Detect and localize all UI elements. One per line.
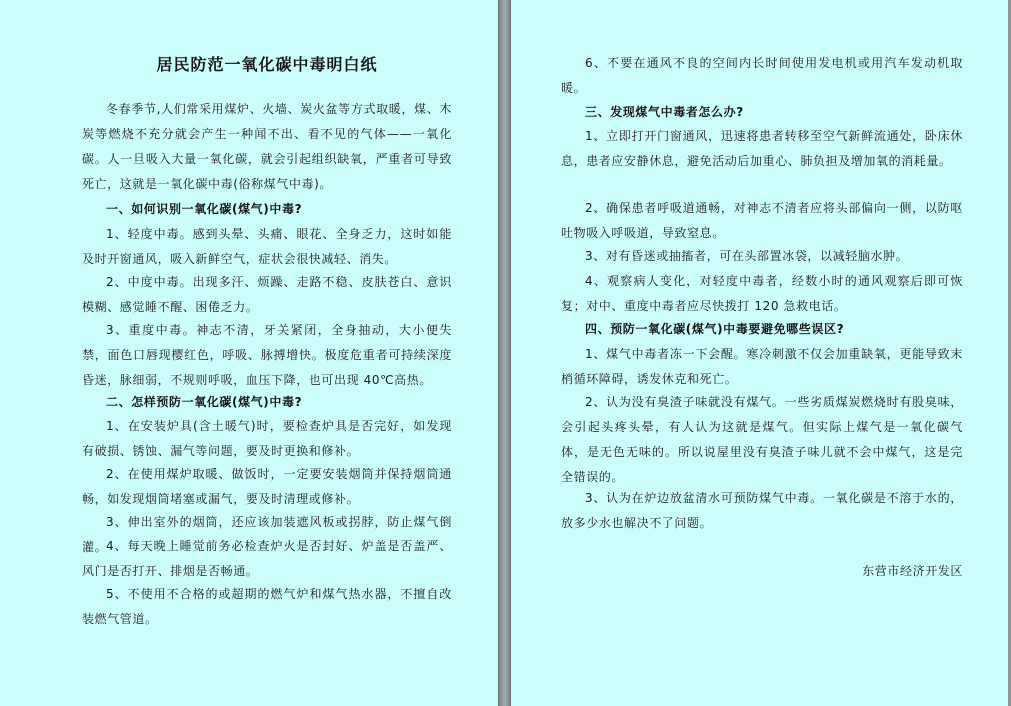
section-2-item-2: 2、在使用煤炉取暖、做饭时，一定要安装烟筒并保持烟筒通畅，如发现烟筒堵塞或漏气，要及时清理或修补。 <box>82 467 452 506</box>
page-separator <box>499 0 510 706</box>
section-3-item-1: 1、立即打开门窗通风，迅速将患者转移至空气新鲜流通处，卧床休息，患者应安静休息，避免活动后加重心、肺负担及增加氧的消耗量。 <box>561 129 963 168</box>
section-3-item-2: 2、确保患者呼吸道通畅，对神志不清者应将头部偏向一侧，以防呕吐物吸入呼吸道，导致窒息。 <box>561 201 963 240</box>
section-1-item-3: 3、重度中毒。神志不清，牙关紧闭，全身抽动，大小便失禁，面色口唇现樱红色，呼吸、脉搏增快。极度危重者可持续深度昏迷，脉细弱，不规则呼吸，血压下降，也可出现 40℃高热。 <box>82 323 452 387</box>
section-3-heading: 三、发现煤气中毒者怎么办? <box>585 105 744 119</box>
document-page-left <box>0 0 499 706</box>
section-4-item-1: 1、煤气中毒者冻一下会醒。寒冷刺激不仅会加重缺氧，更能导致末梢循环障碍，诱发休克和死亡。 <box>561 347 963 386</box>
section-2-item-3: 3、伸出室外的烟筒，还应该加装遮风板或拐脖，防止煤气倒灌。 <box>82 515 452 554</box>
section-1-heading: 一、如何识别一氧化碳(煤气)中毒? <box>106 202 303 216</box>
intro-paragraph: 冬春季节,人们常采用煤炉、火墙、炭火盆等方式取暖，煤、木炭等燃烧不充分就会产生一种闻不出、看不见的气体——一氧化碳。人一旦吸入大量一氧化碳，就会引起组织缺氧，严重者可导致死亡，这就是一氧化碳中毒(俗称煤气中毒)。 <box>82 102 452 191</box>
document-title: 居民防范一氧化碳中毒明白纸 <box>156 55 378 74</box>
section-1-item-2: 2、中度中毒。出现多汗、烦躁、走路不稳、皮肤苍白、意识模糊、感觉睡不醒、困倦乏力。 <box>82 275 452 314</box>
section-2-item-4: 4、每天晚上睡觉前务必检查炉火是否封好、炉盖是否盖严、风门是否打开、排烟是否畅通。 <box>82 539 452 578</box>
section-1-item-1: 1、轻度中毒。感到头晕、头痛、眼花、全身乏力，这时如能及时开窗通风，吸入新鲜空气，症状会很快减轻、消失。 <box>82 227 452 266</box>
section-4-item-3: 3、认为在炉边放盆清水可预防煤气中毒。一氧化碳是不溶于水的，放多少水也解决不了问题。 <box>561 491 963 530</box>
section-2-item-1: 1、在安装炉具(含土暖气)时，要检查炉具是否完好，如发现有破损、锈蚀、漏气等问题，要及时更换和修补。 <box>82 419 452 458</box>
section-2-item-6: 6、不要在通风不良的空间内长时间使用发电机或用汽车发动机取暖。 <box>561 56 963 95</box>
section-2-item-5: 5、不使用不合格的或超期的燃气炉和煤气热水器，不擅自改装燃气管道。 <box>82 587 452 626</box>
section-2-heading: 二、怎样预防一氧化碳(煤气)中毒? <box>106 395 303 409</box>
signature: 东营市经济开发区 <box>862 564 963 578</box>
document-page-right <box>510 0 1008 706</box>
section-4-heading: 四、预防一氧化碳(煤气)中毒要避免哪些误区? <box>585 322 845 336</box>
section-3-item-4: 4、观察病人变化，对轻度中毒者，经数小时的通风观察后即可恢复；对中、重度中毒者应尽快拨打 120 急救电话。 <box>561 274 963 313</box>
section-4-item-2: 2、认为没有臭渣子味就没有煤气。一些劣质煤炭燃烧时有股臭味，会引起头疼头晕，有人认为这就是煤气。但实际上煤气是一氧化碳气体，是无色无味的。所以说屋里没有臭渣子味儿就不会中煤气，这是完全错误的。 <box>561 395 963 484</box>
section-3-item-3: 3、对有昏迷或抽搐者，可在头部置冰袋，以减轻脑水肿。 <box>585 249 909 263</box>
